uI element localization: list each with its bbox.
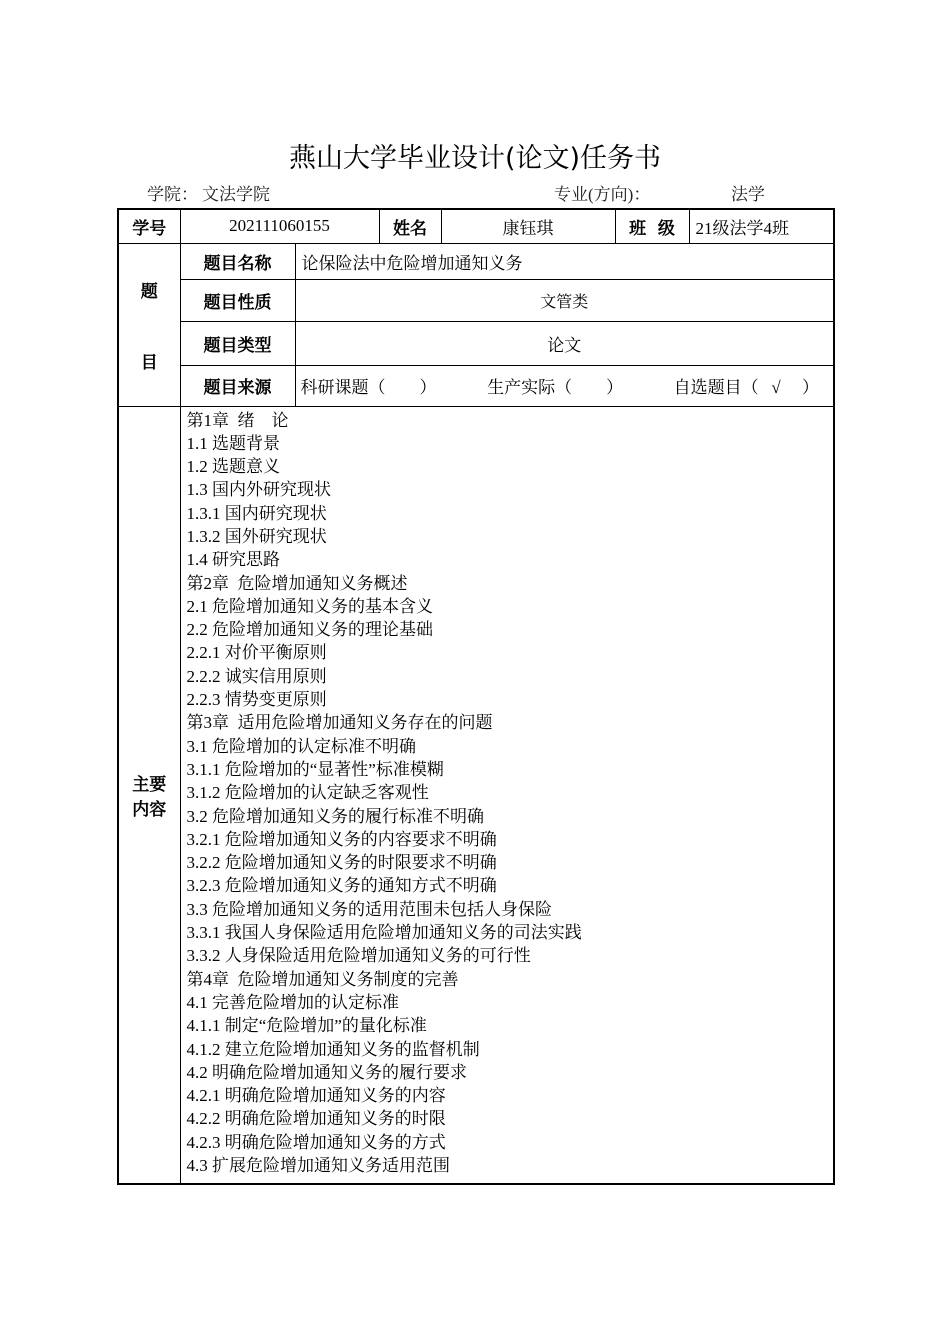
topic-name-row: [118, 243, 834, 279]
topic-source-label: 题目来源: [180, 365, 295, 406]
topic-name-label: 题目名称: [180, 243, 295, 279]
topic-type-label: 题目类型: [180, 321, 295, 365]
outline-item: 3.1.1 危险增加的“显著性”标准模糊: [186, 759, 444, 779]
topic-type-value: 论文: [295, 321, 834, 365]
topic-section-label: [118, 243, 180, 406]
outline-item: 4.1.1 制定“危险增加”的量化标准: [186, 1016, 427, 1036]
topic-nature-value: 文管类: [295, 279, 834, 321]
topic-name-value: 论保险法中危险增加通知义务: [295, 243, 834, 279]
main-content-label-line1: 主要: [132, 774, 167, 795]
outline-item: 3.1.2 危险增加的认定缺乏客观性: [186, 783, 429, 803]
outline-item: 4.2.2 明确危险增加通知义务的时限: [186, 1109, 446, 1129]
outline-item: 1.4 研究思路: [186, 550, 280, 570]
outline-item: 4.1.2 建立危险增加通知义务的监督机制: [186, 1039, 480, 1059]
outline-item: 4.2 明确危险增加通知义务的履行要求: [186, 1062, 467, 1082]
topic-label-char2: 目: [140, 352, 158, 373]
outline-item: 1.2 选题意义: [186, 457, 280, 477]
source-option-research: 科研课题（ ）: [300, 378, 437, 397]
outline-item: 2.2 危险增加通知义务的理论基础: [186, 620, 433, 640]
topic-label-char1: 题: [140, 281, 158, 302]
outline-list: [187, 409, 834, 1178]
outline-item: 3.2.1 危险增加通知义务的内容要求不明确: [186, 829, 497, 849]
outline-item: 2.2.3 情势变更原则: [186, 690, 327, 710]
outline-item: 4.2.3 明确危险增加通知义务的方式: [186, 1132, 446, 1152]
student-id-label: 学号: [118, 209, 180, 243]
outline-item: 4.2.1 明确危险增加通知义务的内容: [186, 1086, 446, 1106]
name-label: 姓名: [379, 209, 441, 243]
main-content-label: [118, 406, 180, 1184]
college-label: 学院：: [147, 185, 198, 204]
topic-source-options: [295, 365, 834, 406]
outline-item: 1.3.1 国内研究现状: [186, 503, 327, 523]
outline-item: 1.3 国内外研究现状: [186, 480, 331, 500]
class-label: 班 级: [615, 209, 689, 243]
outline-item: 3.3 危险增加通知义务的适用范围未包括人身保险: [186, 899, 552, 919]
name-value: 康钰琪: [441, 209, 615, 243]
source-option-production: 生产实际（ ）: [487, 378, 624, 397]
outline-item: 2.2.1 对价平衡原则: [186, 643, 327, 663]
outline-item: 1.1 选题背景: [186, 433, 280, 453]
outline-item: 3.3.1 我国人身保险适用危险增加通知义务的司法实践: [186, 923, 582, 943]
class-value: 21级法学4班: [689, 209, 834, 243]
student-id-value: 202111060155: [180, 209, 379, 243]
topic-nature-label: 题目性质: [180, 279, 295, 321]
document-title: 燕山大学毕业设计(论文)任务书: [288, 143, 662, 174]
topic-type-row: [118, 321, 834, 365]
outline-item: 2.2.2 诚实信用原则: [186, 666, 327, 686]
outline-item: 第2章 危险增加通知义务概述: [186, 573, 408, 593]
main-content-label-line2: 内容: [132, 799, 167, 820]
major-value: 法学: [731, 185, 765, 204]
college-value: 文法学院: [202, 185, 270, 204]
outline-item: 第4章 危险增加通知义务制度的完善: [186, 969, 459, 989]
source-option-self-selected: 自选题目（ √ ）: [673, 378, 819, 397]
outline-item: 3.2.2 危险增加通知义务的时限要求不明确: [186, 853, 497, 873]
outline-item: 3.3.2 人身保险适用危险增加通知义务的可行性: [186, 946, 531, 966]
task-form-table: [117, 208, 835, 1185]
main-content-outline: [180, 406, 834, 1184]
outline-item: 4.3 扩展危险增加通知义务适用范围: [186, 1156, 450, 1175]
topic-nature-row: [118, 279, 834, 321]
outline-item: 3.1 危险增加的认定标准不明确: [186, 736, 416, 756]
outline-item: 2.1 危险增加通知义务的基本含义: [186, 596, 433, 616]
student-info-row: [118, 209, 834, 243]
major-label: 专业(方向)：: [554, 185, 651, 204]
outline-item: 第1章 绪 论: [186, 410, 289, 430]
outline-item: 第3章 适用危险增加通知义务存在的问题: [186, 713, 493, 733]
topic-source-row: [118, 365, 834, 406]
main-content-row: [118, 406, 834, 1184]
outline-item: 1.3.2 国外研究现状: [186, 526, 327, 546]
outline-item: 4.1 完善危险增加的认定标准: [186, 992, 399, 1012]
outline-item: 3.2 危险增加通知义务的履行标准不明确: [186, 806, 484, 826]
outline-item: 3.2.3 危险增加通知义务的通知方式不明确: [186, 876, 497, 896]
